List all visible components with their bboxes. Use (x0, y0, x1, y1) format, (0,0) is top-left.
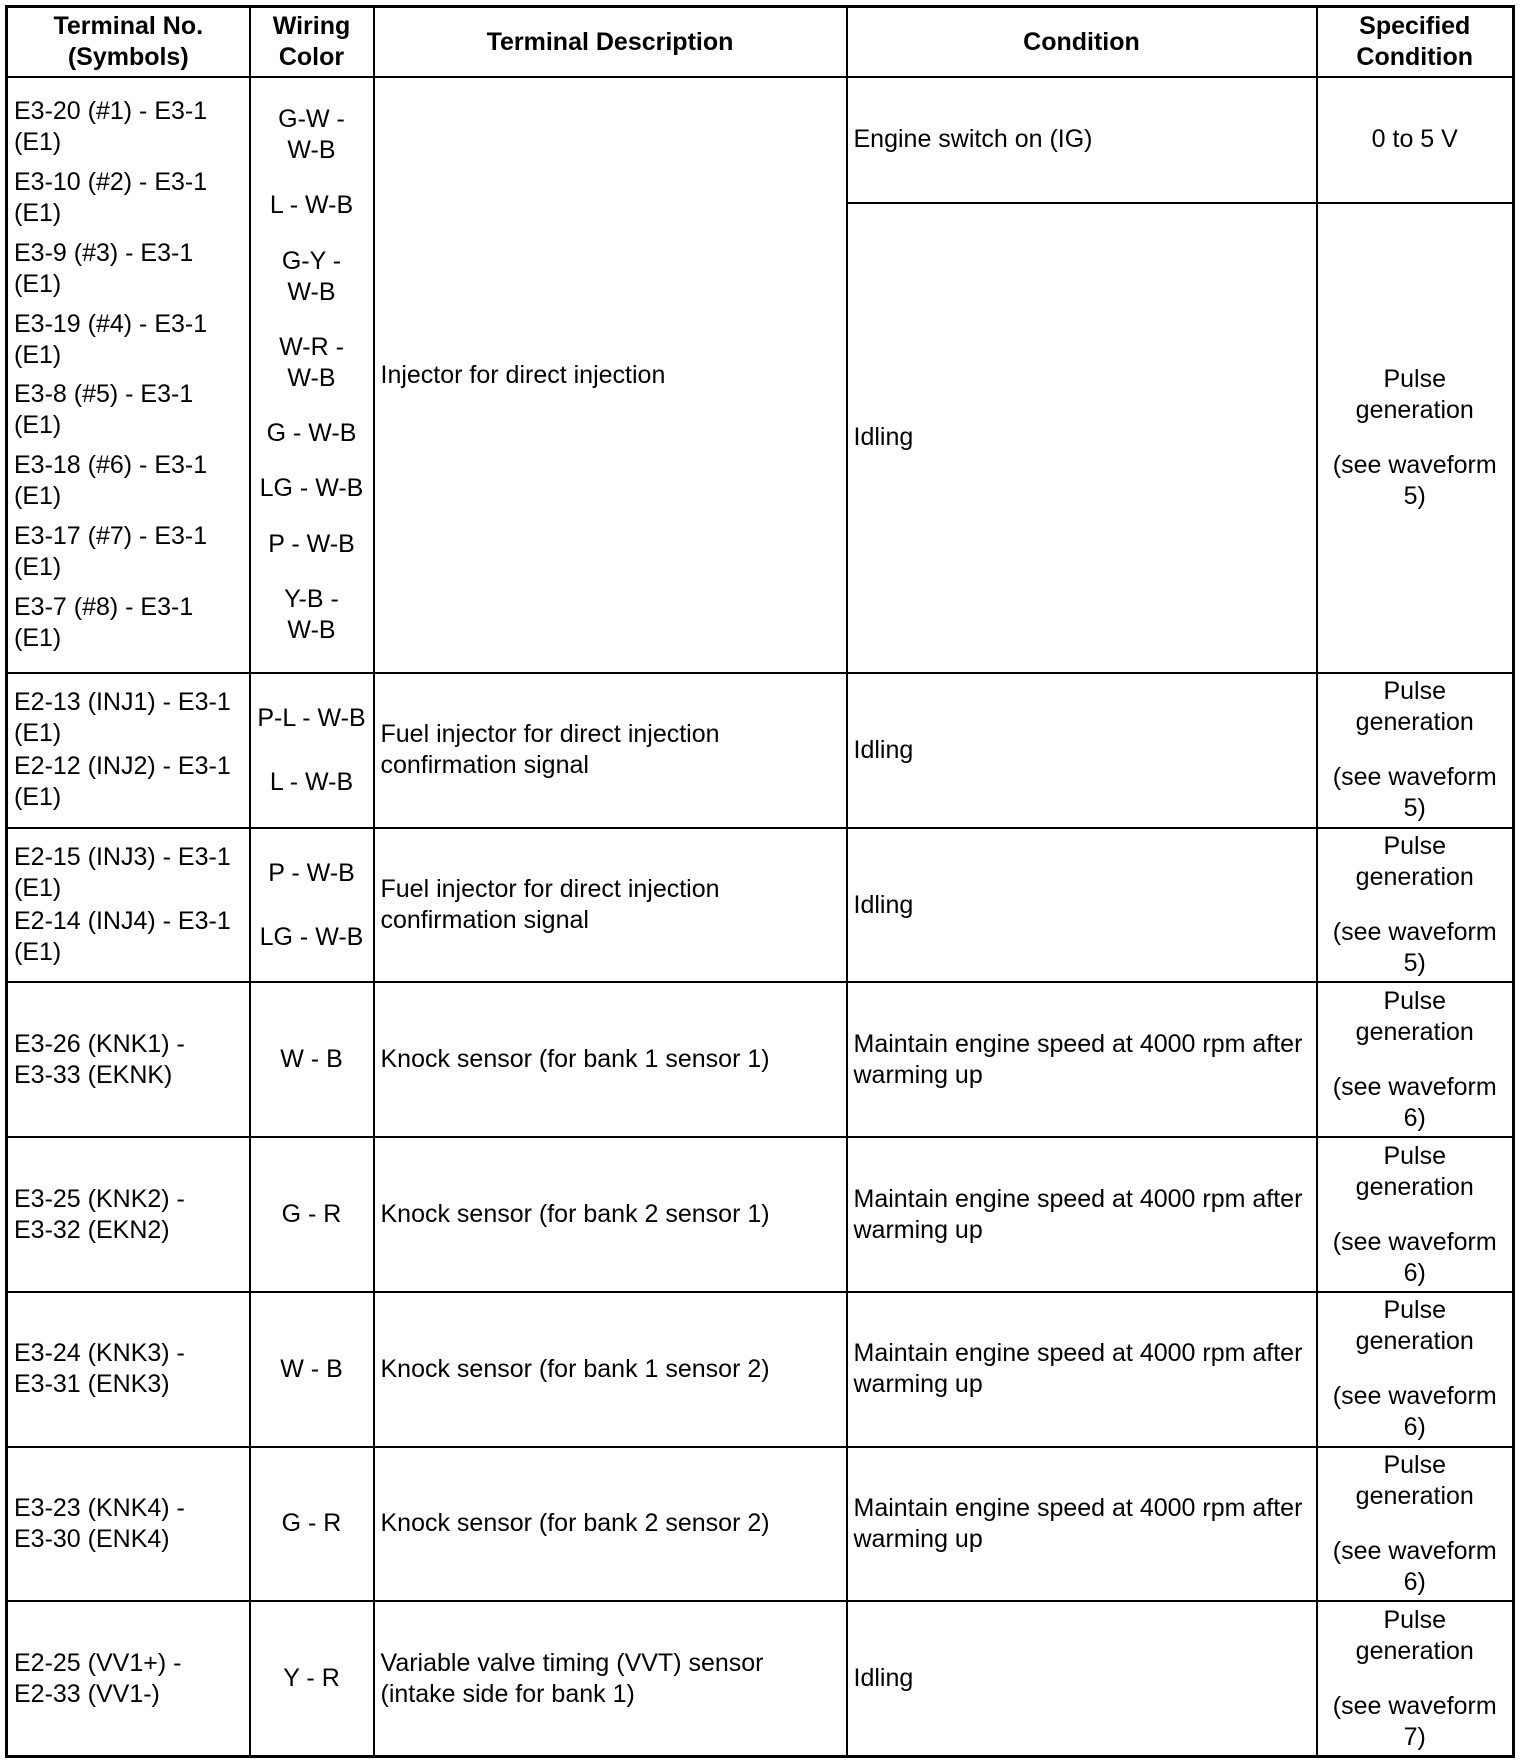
table-row (7, 1292, 1514, 1447)
wiring-cell (250, 77, 374, 673)
terminal-entry: E3-23 (KNK4) - E3-30 (ENK4) (14, 1493, 185, 1553)
wiring-entry: P - W-B (268, 529, 355, 558)
header-wiring: Wiring Color (250, 7, 374, 78)
terminal-entry: E2-14 (INJ4) - E3-1 (E1) (14, 907, 231, 967)
wiring-cell (250, 1447, 374, 1602)
description-cell: Fuel injector for direct injection confirmation signal (374, 828, 847, 983)
condition-cell: Idling (847, 673, 1317, 828)
wiring-entry: LG - W-B (259, 474, 364, 503)
table-row (7, 1601, 1514, 1756)
header-description: Terminal Description (374, 7, 847, 78)
terminal-cell (7, 1292, 250, 1447)
condition-cell: Maintain engine speed at 4000 rpm after warming up (847, 1447, 1317, 1602)
terminal-cell (7, 1447, 250, 1602)
terminal-entry: E3-17 (#7) - E3-1 (E1) (14, 521, 208, 581)
specified-cell: Pulse generation (see waveform 5) (1317, 828, 1514, 983)
wiring-entry: G - R (281, 1509, 342, 1538)
condition-cell: Idling (847, 1601, 1317, 1756)
wiring-cell (250, 1292, 374, 1447)
terminal-entry: E3-26 (KNK1) - E3-33 (EKNK) (14, 1029, 185, 1089)
table-row (7, 828, 1514, 983)
condition-cell: Idling (847, 828, 1317, 983)
condition-cell: Maintain engine speed at 4000 rpm after warming up (847, 1137, 1317, 1292)
wiring-entry: G - R (281, 1200, 342, 1228)
wiring-cell (250, 1137, 374, 1292)
wiring-entry: G - W-B (266, 419, 357, 448)
terminal-entry: E3-10 (#2) - E3-1 (E1) (14, 168, 208, 228)
description-cell: Knock sensor (for bank 1 sensor 1) (374, 982, 847, 1137)
wiring-cell (250, 982, 374, 1137)
header-terminal: Terminal No. (Symbols) (7, 7, 250, 78)
table-row (7, 77, 1514, 203)
condition-cell: Idling (847, 203, 1317, 673)
wiring-entry: W-R - W-B (279, 332, 344, 392)
header-condition: Condition (847, 7, 1317, 78)
specified-cell: Pulse generation (see waveform 6) (1317, 1292, 1514, 1447)
header-row (7, 7, 1514, 78)
table-row (7, 673, 1514, 828)
terminal-entry: E3-18 (#6) - E3-1 (E1) (14, 451, 208, 511)
specified-cell: Pulse generation (see waveform 7) (1317, 1601, 1514, 1756)
terminal-entry: E3-24 (KNK3) - E3-31 (ENK3) (14, 1339, 185, 1399)
wiring-entry: Y - R (283, 1664, 340, 1693)
wiring-entry: P - W-B (268, 858, 355, 887)
description-cell: Injector for direct injection (374, 77, 847, 673)
description-cell: Knock sensor (for bank 2 sensor 1) (374, 1137, 847, 1292)
terminal-entry: E2-25 (VV1+) - E2-33 (VV1-) (14, 1648, 182, 1708)
description-cell: Knock sensor (for bank 2 sensor 2) (374, 1447, 847, 1602)
wiring-entry: G-W - W-B (278, 105, 345, 165)
header-specified: Specified Condition (1317, 7, 1514, 78)
wiring-entry: W - B (280, 1045, 343, 1074)
specified-cell: Pulse generation (see waveform 6) (1317, 1447, 1514, 1602)
terminal-entry: E3-19 (#4) - E3-1 (E1) (14, 309, 208, 369)
terminal-entry: E3-25 (KNK2) - E3-32 (EKN2) (14, 1184, 185, 1244)
wiring-entry: L - W-B (269, 767, 354, 796)
specified-cell: Pulse generation (see waveform 6) (1317, 1137, 1514, 1292)
terminal-cell (7, 1137, 250, 1292)
wiring-entry: LG - W-B (259, 922, 364, 951)
wiring-entry: W - B (280, 1354, 343, 1383)
terminal-cell (7, 1601, 250, 1756)
terminal-entry: E3-8 (#5) - E3-1 (E1) (14, 380, 194, 440)
wiring-cell (250, 828, 374, 983)
terminal-entry: E3-7 (#8) - E3-1 (E1) (14, 592, 194, 652)
terminal-entry: E3-20 (#1) - E3-1 (E1) (14, 97, 208, 157)
terminal-cell (7, 77, 250, 673)
specified-cell: Pulse generation (see waveform 6) (1317, 982, 1514, 1137)
description-cell: Knock sensor (for bank 1 sensor 2) (374, 1292, 847, 1447)
wiring-entry: P-L - W-B (257, 703, 366, 732)
table-row (7, 982, 1514, 1137)
wiring-entry: Y-B - W-B (284, 584, 339, 644)
wiring-entry: G-Y - W-B (281, 246, 342, 306)
terminal-cell (7, 982, 250, 1137)
condition-cell: Maintain engine speed at 4000 rpm after warming up (847, 1292, 1317, 1447)
table-row (7, 1137, 1514, 1292)
wiring-entry: L - W-B (269, 191, 354, 220)
terminal-entry: E2-13 (INJ1) - E3-1 (E1) (14, 688, 231, 748)
table-row (7, 1447, 1514, 1602)
terminal-spec-table (5, 5, 1515, 1758)
terminal-entry: E2-15 (INJ3) - E3-1 (E1) (14, 843, 231, 903)
condition-cell: Engine switch on (IG) (847, 77, 1317, 203)
condition-cell: Maintain engine speed at 4000 rpm after warming up (847, 982, 1317, 1137)
wiring-cell (250, 673, 374, 828)
terminal-cell (7, 673, 250, 828)
terminal-entry: E2-12 (INJ2) - E3-1 (E1) (14, 752, 231, 812)
specified-cell: Pulse generation (see waveform 5) (1317, 673, 1514, 828)
wiring-cell (250, 1601, 374, 1756)
description-cell: Variable valve timing (VVT) sensor (intake side for bank 1) (374, 1601, 847, 1756)
specified-cell: Pulse generation (see waveform 5) (1317, 203, 1514, 673)
description-cell: Fuel injector for direct injection confirmation signal (374, 673, 847, 828)
specified-cell: 0 to 5 V (1317, 77, 1514, 203)
terminal-cell (7, 828, 250, 983)
terminal-entry: E3-9 (#3) - E3-1 (E1) (14, 238, 194, 298)
